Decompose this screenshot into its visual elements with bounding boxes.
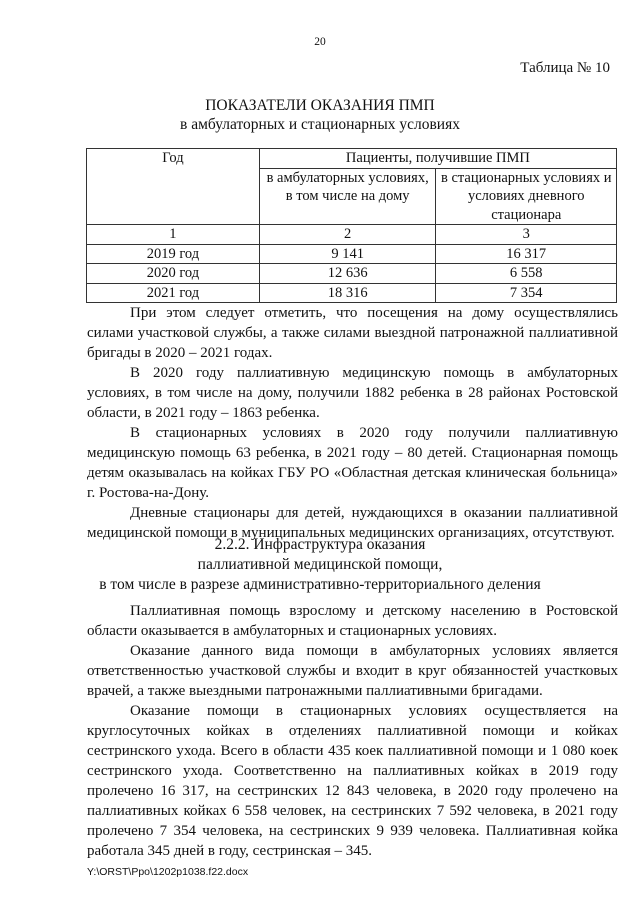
table-title-line-1: ПОКАЗАТЕЛИ ОКАЗАНИЯ ПМП <box>205 97 435 114</box>
header-ambulatory: в амбулаторных условиях, в том числе на дому <box>259 168 436 225</box>
body-text-block-1 <box>87 303 618 543</box>
cell-inpatient: 16 317 <box>436 244 617 264</box>
cell-ambulatory: 12 636 <box>259 264 436 284</box>
pmp-indicators-table <box>86 148 617 303</box>
table-row <box>87 264 617 284</box>
header-patients: Пациенты, получившие ПМП <box>259 149 616 169</box>
paragraph: Оказание помощи в стационарных условиях осуществляется на круглосуточных койках в отделениях паллиативной помощи и койках сестринского ухода. Всего в области 435 коек паллиативной помощи и 1 080 коек сестринского ухода. Соответственно на паллиативных койках в 2019 году пролечено 16 317, на сестринских 12 843 человека, в 2020 году пролечено на паллиативных койках 6 558 человек, на сестринских 7 592 человека, в 2021 году пролечено 7 354 человека, на сестринских 9 939 человека. Паллиативная койка работала 345 дней в году, сестринская – 345. <box>87 703 618 859</box>
paragraph: В 2020 году паллиативную медицинскую помощь в амбулаторных условиях, в том числе на дому, получили 1882 ребенка в 28 районах Ростовской области, в 2021 году – 1863 ребенка. <box>87 365 618 421</box>
section-heading-line-1: 2.2.2. Инфраструктура оказания <box>214 536 426 553</box>
table-row <box>87 283 617 303</box>
table-row <box>87 244 617 264</box>
section-heading-line-2: паллиативной медицинской помощи, <box>197 556 443 573</box>
paragraph: Оказание данного вида помощи в амбулаторных условиях является ответственностью участковой службы и входит в круг обязанностей участковых врачей, а также выездными патронажными паллиативными бригадами. <box>87 643 618 699</box>
paragraph: Дневные стационары для детей, нуждающихся в оказании паллиативной медицинской помощи в муниципальных медицинских организациях, отсутствуют. <box>87 505 618 541</box>
paragraph: При этом следует отметить, что посещения на дому осуществлялись силами участковой службы, а также силами выездной патронажной паллиативной бригады в 2020 – 2021 годах. <box>87 305 618 361</box>
cell-ambulatory: 18 316 <box>259 283 436 303</box>
table-label: Таблица № 10 <box>520 60 610 76</box>
cell-year: 2020 год <box>87 264 260 284</box>
header-year: Год <box>87 149 260 225</box>
page-number: 20 <box>314 36 326 48</box>
paragraph: Паллиативная помощь взрослому и детскому населению в Ростовской области оказывается в амбулаторных и стационарных условиях. <box>87 603 618 639</box>
section-heading-line-3: в том числе в разрезе административно-территориального деления <box>99 576 541 593</box>
column-number: 2 <box>259 225 436 245</box>
column-number: 3 <box>436 225 617 245</box>
section-heading <box>0 535 640 595</box>
cell-year: 2019 год <box>87 244 260 264</box>
table-title <box>0 96 640 134</box>
column-number-row <box>87 225 617 245</box>
table-title-line-2: в амбулаторных и стационарных условиях <box>180 116 460 133</box>
cell-year: 2021 год <box>87 283 260 303</box>
column-number: 1 <box>87 225 260 245</box>
file-path-footer: Y:\ORST\Ppo\1202p1038.f22.docx <box>87 866 249 878</box>
body-text-block-2 <box>87 601 618 861</box>
cell-inpatient: 7 354 <box>436 283 617 303</box>
table-header-row <box>87 149 617 169</box>
paragraph: В стационарных условиях в 2020 году получили паллиативную медицинскую помощь 63 ребенка, в 2021 году – 80 детей. Стационарная помощь детям оказывалась на койках ГБУ РО «Областная детская клиническая больница» г. Ростова-на-Дону. <box>87 425 618 501</box>
cell-ambulatory: 9 141 <box>259 244 436 264</box>
header-inpatient: в стационарных условиях и условиях дневного стационара <box>436 168 617 225</box>
cell-inpatient: 6 558 <box>436 264 617 284</box>
